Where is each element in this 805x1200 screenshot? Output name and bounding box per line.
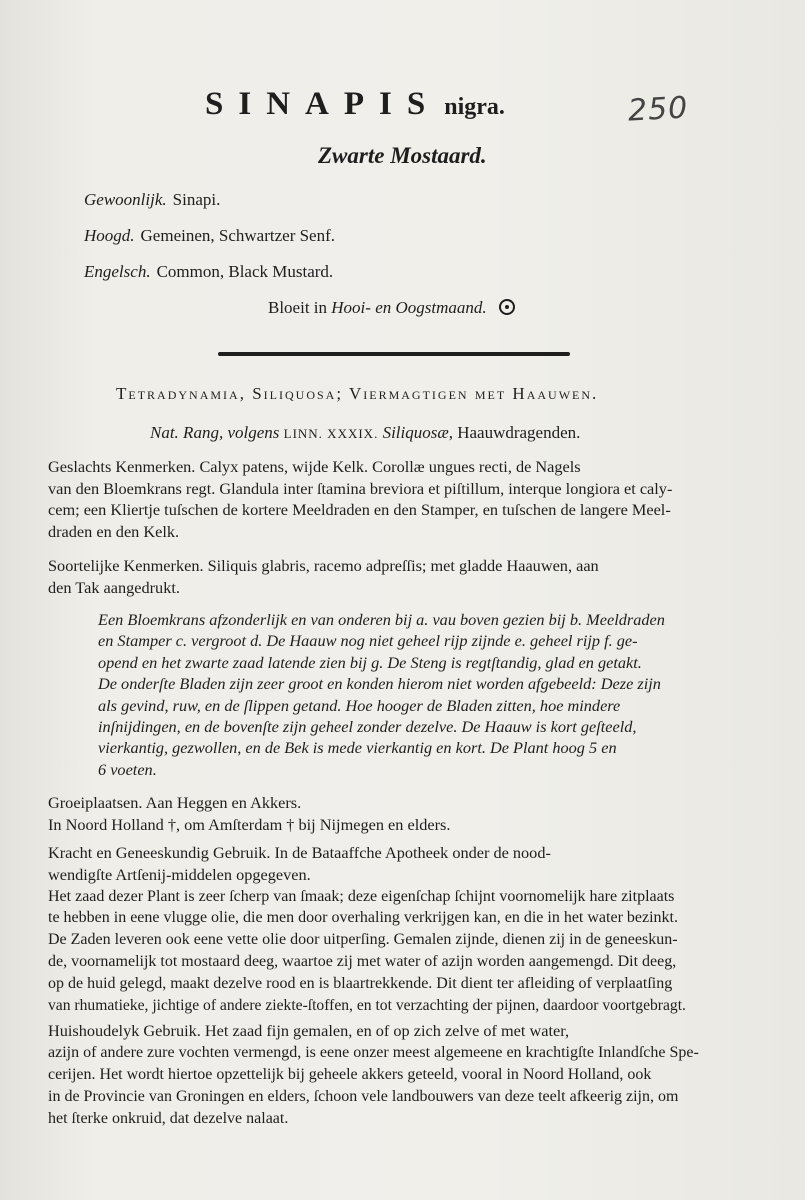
paragraph-line: Een Bloemkrans afzonderlijk en van onderen bij a. vau boven gezien bij b. Meeldraden [98,610,665,629]
paragraph-line: en Stamper c. vergroot d. De Haauw nog niet geheel rijp zijnde e. geheel rijp f. ge- [98,631,638,651]
flowering-line [268,298,515,318]
genus-name: SINAPIS [205,86,441,122]
vernacular-name-row [84,262,333,282]
linnaean-class: Tetradynamia, Siliquosa; Viermagtigen met Haauwen. [116,384,599,403]
paragraph-line: Geslachts Kenmerken. Calyx patens, wijde Kelk. Corollæ ungues recti, de Nagels [48,457,581,476]
paragraph-line: 6 voeten. [98,759,157,779]
vernacular-name-row [84,226,335,246]
paragraph-line: van rhumatieke, jichtige of andere ziekte-ſtoffen, en tot verzachting der pijnen, daardoor voortgebragt. [48,996,686,1014]
flowering-prefix: Bloeit in [268,298,328,317]
vernacular-name-row [84,190,220,210]
species-characteristics [48,555,788,598]
paragraph-line: Soortelijke Kenmerken. Siliquis glabris, racemo adpreſſis; met gladde Haauwen, aan [48,556,599,575]
natrang-dutch: , Haauwdragenden. [448,423,581,442]
vernacular-lang: Hoogd. [84,226,135,245]
paragraph-line: als gevind, ruw, en de ſlippen getand. Hoe hooger de Bladen zitten, hoe mindere [98,695,621,715]
paragraph-line: het ſterke onkruid, dat dezelve nalaat. [48,1110,289,1127]
flowering-months: Hooi- en Oogstmaand. [331,298,487,317]
vernacular-lang: Gewoonlijk. [84,190,167,209]
page-title [205,86,505,123]
growing-places [48,792,788,835]
paragraph-line: azijn of andere zure vochten vermengd, is eene onzer meest algemeene en krachtigſte Inlandſche Spe- [48,1044,699,1061]
paragraph-line: te hebben in eene vlugge olie, die men door overhaling verkrijgen kan, en die in het water bezinkt. [48,909,678,927]
paragraph-line: draden en den Kelk. [48,521,180,541]
paragraph-line: Huishoudelyk Gebruik. Het zaad fijn gemalen, en of op zich zelve of met water, [48,1021,570,1040]
paragraph-line: vierkantig, gezwollen, en de Bek is mede vierkantig en kort. De Plant hoog 5 en [98,738,617,758]
sun-annual-icon [499,299,515,315]
section-divider [218,352,570,356]
paragraph-line: inſnijdingen, en de bovenſte zijn geheel zonder dezelve. De Haauw is kort geſteeld, [98,717,637,737]
natrang-label: Nat. Rang, volgens [150,423,280,442]
natrang-linn: LINN. XXXIX. [283,426,379,441]
paragraph-line: Groeiplaatsen. Aan Heggen en Akkers. [48,793,302,812]
paragraph-line: De onderſte Bladen zijn zeer groot en konden hierom niet worden afgebeeld: Deze zijn [98,674,661,694]
paragraph-line: cem; een Kliertje tuſschen de kortere Meeldraden en den Stamper, en tuſschen de langere Meel- [48,500,671,520]
species-name: nigra. [444,94,505,120]
paragraph-line: den Tak aangedrukt. [48,577,180,597]
vernacular-value: Gemeinen, Schwartzer Senf. [140,226,336,245]
paragraph-line: In Noord Holland †, om Amſterdam † bij Nijmegen en elders. [48,814,451,834]
natrang-order: Siliquosæ [382,423,449,442]
paragraph-line: De Zaden leveren ook eene vette olie door uitperſing. Gemalen zijnde, dienen zij in de geneeskun- [48,931,678,949]
paragraph-line: op de huid gelegd, maakt dezelve rood en is blaartrekkende. Dit dient ter afleiding of verplaatſing [48,974,673,992]
handwritten-number: 250 [627,90,690,129]
paragraph-line: in de Provincie van Groningen en elders, ſchoon vele landbouwers van deze teelt afkeerig zijn, om [48,1088,679,1105]
paragraph-line: wendigſte Artſenij-middelen opgegeven. [48,864,311,884]
vernacular-value: Sinapi. [172,190,221,209]
vernacular-lang: Engelsch. [84,262,151,281]
paragraph-line: opend en het zwarte zaad latende zien bij g. De Steng is regtſtandig, glad en getakt. [98,652,642,672]
common-name-subtitle: Zwarte Mostaard. [318,143,487,168]
paragraph-line: de, voornamelijk tot mostaard deeg, waartoe zij met water of azijn worden aangemengd. Dit deeg, [48,952,677,970]
medicinal-use [48,842,793,1016]
genus-characteristics [48,456,788,542]
household-use [48,1020,793,1130]
vernacular-value: Common, Black Mustard. [156,262,334,281]
paragraph-line: Het zaad dezer Plant is zeer ſcherp van ſmaak; deze eigenſchap ſchijnt voornomelijk hare zitplaats [48,887,675,905]
paragraph-line: Kracht en Geneeskundig Gebruik. In de Bataaffche Apotheek onder de nood- [48,843,551,862]
paragraph-line: van den Bloemkrans regt. Glandula inter ſtamina breviora et piſtillum, interque longiora et caly- [48,478,673,498]
natural-rank-line [150,423,580,443]
figure-description [98,609,788,780]
paragraph-line: cerijen. Het wordt hiertoe opzettelijk bij geheele akkers geteeld, vooral in Noord Holland, ook [48,1066,652,1083]
